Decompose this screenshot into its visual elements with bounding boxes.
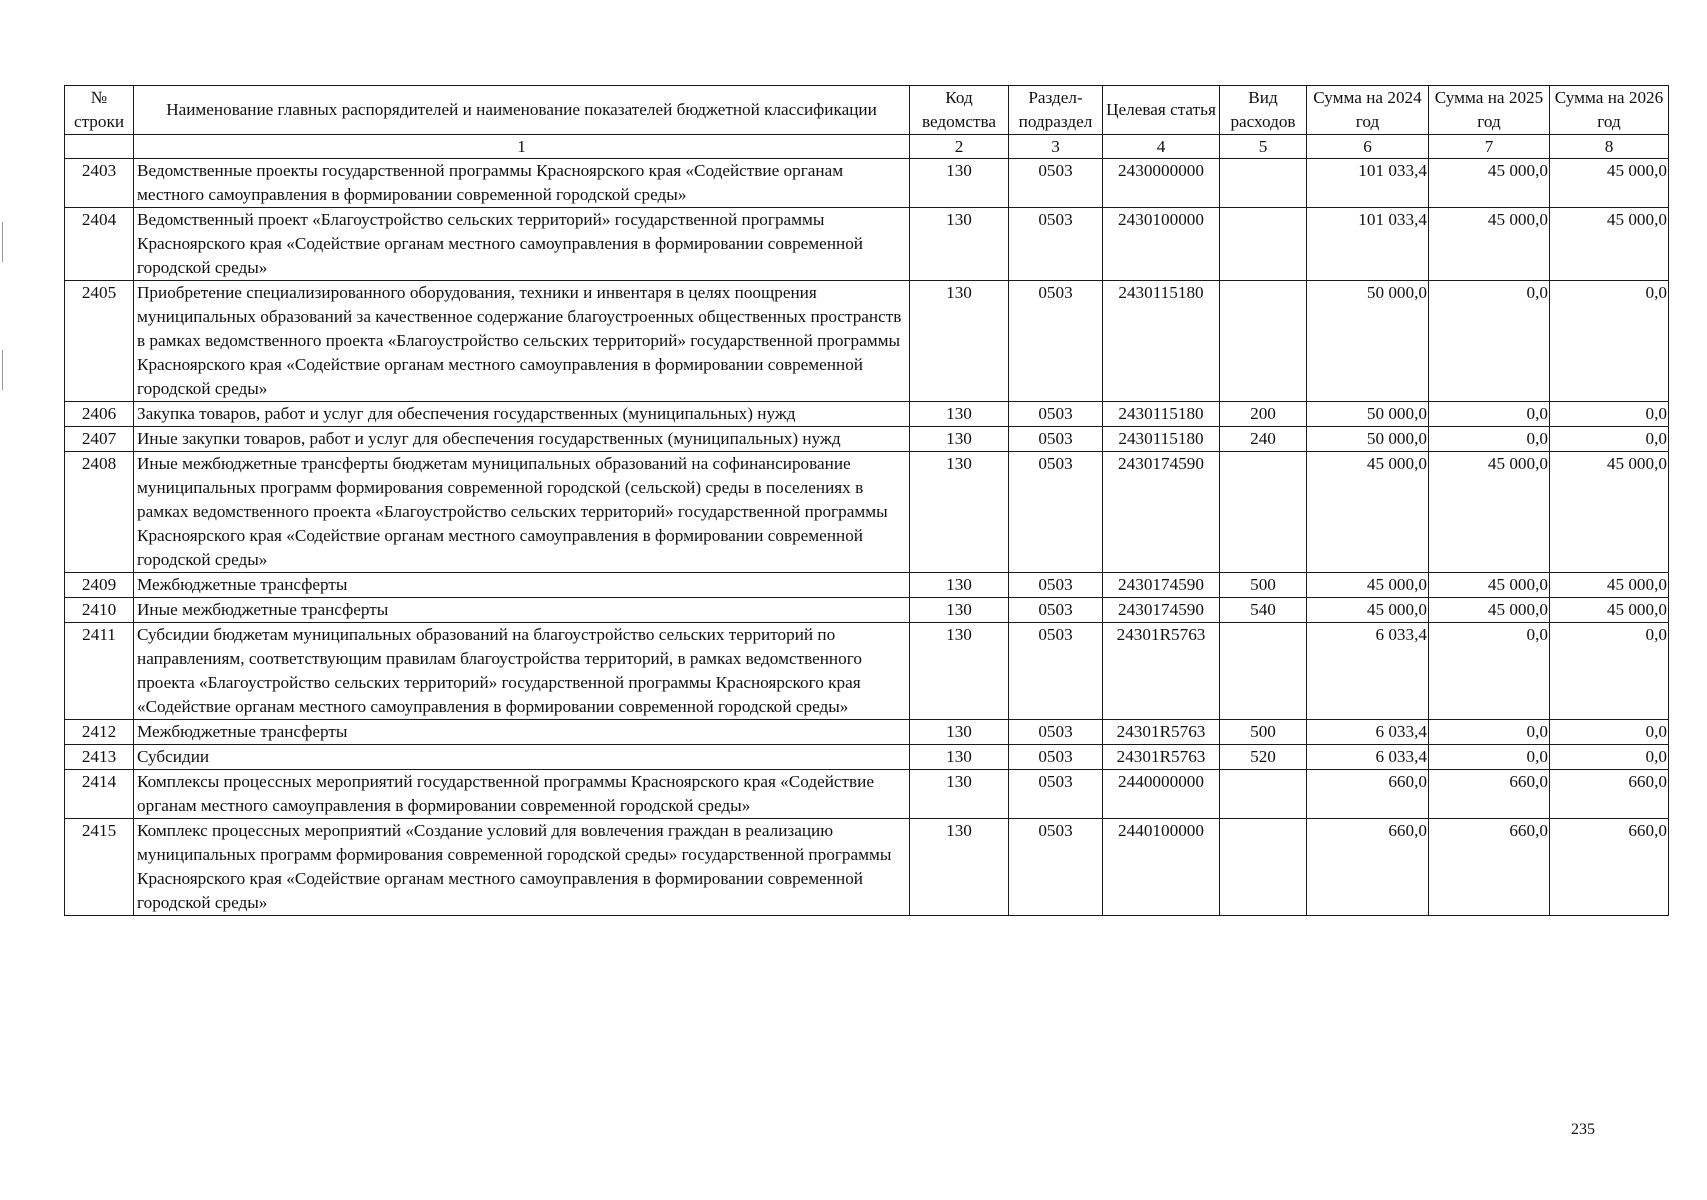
budget-table xyxy=(64,85,1669,916)
target-article-cell: 24301R5763 xyxy=(1103,623,1220,720)
sum-2025-cell: 45 000,0 xyxy=(1429,452,1550,573)
sum-2024-cell: 6 033,4 xyxy=(1307,720,1429,745)
header-sum-2024: Сумма на 2024 год xyxy=(1307,86,1429,135)
header-name: Наименование главных распорядителей и наименование показателей бюджетной классификации xyxy=(134,86,910,135)
dept-code-cell: 130 xyxy=(910,819,1009,916)
column-number-cell: 1 xyxy=(134,135,910,159)
header-target: Целевая статья xyxy=(1103,86,1220,135)
table-row xyxy=(65,745,1669,770)
row-name-cell: Приобретение специализированного оборудования, техники и инвентаря в целях поощрения муниципальных образований за качественное содержание благоустроенных общественных пространств в рамках ведомственного проекта «Благоустройство сельских территорий» государственной программы Красноярского края «Содействие органам местного самоуправления в формировании современной городской среды» xyxy=(134,281,910,402)
column-number-cell: 3 xyxy=(1009,135,1103,159)
sum-2024-cell: 660,0 xyxy=(1307,770,1429,819)
row-name-cell: Субсидии бюджетам муниципальных образований на благоустройство сельских территорий по направлениям, соответствующим правилам благоустройства территорий, в рамках ведомственного проекта «Благоустройство сельских территорий» государственной программы Красноярского края «Содействие органам местного самоуправления в формировании современной городской среды» xyxy=(134,623,910,720)
sum-2024-cell: 45 000,0 xyxy=(1307,598,1429,623)
sum-2025-cell: 660,0 xyxy=(1429,819,1550,916)
table-row xyxy=(65,720,1669,745)
dept-code-cell: 130 xyxy=(910,573,1009,598)
section-cell: 0503 xyxy=(1009,402,1103,427)
dept-code-cell: 130 xyxy=(910,598,1009,623)
sum-2025-cell: 0,0 xyxy=(1429,745,1550,770)
row-number-cell: 2410 xyxy=(65,598,134,623)
scan-edge-mark xyxy=(2,222,3,262)
column-number-cell: 2 xyxy=(910,135,1009,159)
sum-2025-cell: 0,0 xyxy=(1429,623,1550,720)
target-article-cell: 24301R5763 xyxy=(1103,720,1220,745)
row-number-cell: 2405 xyxy=(65,281,134,402)
sum-2026-cell: 45 000,0 xyxy=(1550,159,1669,208)
sum-2026-cell: 0,0 xyxy=(1550,427,1669,452)
target-article-cell: 24301R5763 xyxy=(1103,745,1220,770)
target-article-cell: 2430115180 xyxy=(1103,427,1220,452)
row-name-cell: Комплексы процессных мероприятий государственной программы Красноярского края «Содействие органам местного самоуправления в формировании современной городской среды» xyxy=(134,770,910,819)
row-name-cell: Ведомственный проект «Благоустройство сельских территорий» государственной программы Красноярского края «Содействие органам местного самоуправления в формировании современной городской среды» xyxy=(134,208,910,281)
row-number-cell: 2412 xyxy=(65,720,134,745)
dept-code-cell: 130 xyxy=(910,745,1009,770)
expense-type-cell: 240 xyxy=(1220,427,1307,452)
table-row xyxy=(65,281,1669,402)
row-number-cell: 2403 xyxy=(65,159,134,208)
row-name-cell: Иные межбюджетные трансферты xyxy=(134,598,910,623)
section-cell: 0503 xyxy=(1009,598,1103,623)
expense-type-cell xyxy=(1220,819,1307,916)
dept-code-cell: 130 xyxy=(910,159,1009,208)
table-row xyxy=(65,573,1669,598)
row-number-cell: 2406 xyxy=(65,402,134,427)
row-name-cell: Иные межбюджетные трансферты бюджетам муниципальных образований на софинансирование муниципальных программ формирования современной городской (сельской) среды в поселениях в рамках ведомственного проекта «Благоустройство сельских территорий» государственной программы Красноярского края «Содействие органам местного самоуправления в формировании современной городской среды» xyxy=(134,452,910,573)
header-sum-2026: Сумма на 2026 год xyxy=(1550,86,1669,135)
sum-2025-cell: 0,0 xyxy=(1429,402,1550,427)
row-name-cell: Межбюджетные трансферты xyxy=(134,720,910,745)
sum-2026-cell: 0,0 xyxy=(1550,281,1669,402)
sum-2026-cell: 660,0 xyxy=(1550,819,1669,916)
sum-2026-cell: 660,0 xyxy=(1550,770,1669,819)
expense-type-cell: 540 xyxy=(1220,598,1307,623)
table-body xyxy=(65,159,1669,916)
target-article-cell: 2430174590 xyxy=(1103,598,1220,623)
dept-code-cell: 130 xyxy=(910,452,1009,573)
header-row-no: № строки xyxy=(65,86,134,135)
row-number-cell: 2409 xyxy=(65,573,134,598)
scan-edge-mark xyxy=(2,350,3,390)
section-cell: 0503 xyxy=(1009,452,1103,573)
header-dept-code: Код ведомства xyxy=(910,86,1009,135)
row-number-cell: 2414 xyxy=(65,770,134,819)
sum-2026-cell: 0,0 xyxy=(1550,623,1669,720)
sum-2024-cell: 45 000,0 xyxy=(1307,452,1429,573)
target-article-cell: 2430174590 xyxy=(1103,573,1220,598)
section-cell: 0503 xyxy=(1009,208,1103,281)
dept-code-cell: 130 xyxy=(910,281,1009,402)
sum-2024-cell: 50 000,0 xyxy=(1307,402,1429,427)
header-sum-2025: Сумма на 2025 год xyxy=(1429,86,1550,135)
column-number-cell: 4 xyxy=(1103,135,1220,159)
column-number-cell: 8 xyxy=(1550,135,1669,159)
sum-2026-cell: 45 000,0 xyxy=(1550,208,1669,281)
table-row xyxy=(65,427,1669,452)
page-number: 235 xyxy=(1571,1121,1595,1138)
row-name-cell: Иные закупки товаров, работ и услуг для обеспечения государственных (муниципальных) нужд xyxy=(134,427,910,452)
dept-code-cell: 130 xyxy=(910,402,1009,427)
section-cell: 0503 xyxy=(1009,623,1103,720)
target-article-cell: 2430115180 xyxy=(1103,281,1220,402)
section-cell: 0503 xyxy=(1009,281,1103,402)
expense-type-cell: 200 xyxy=(1220,402,1307,427)
dept-code-cell: 130 xyxy=(910,623,1009,720)
section-cell: 0503 xyxy=(1009,770,1103,819)
expense-type-cell xyxy=(1220,281,1307,402)
sum-2026-cell: 0,0 xyxy=(1550,745,1669,770)
sum-2025-cell: 45 000,0 xyxy=(1429,573,1550,598)
expense-type-cell xyxy=(1220,623,1307,720)
row-number-cell: 2415 xyxy=(65,819,134,916)
sum-2026-cell: 45 000,0 xyxy=(1550,452,1669,573)
header-exp-type: Вид расходов xyxy=(1220,86,1307,135)
sum-2025-cell: 0,0 xyxy=(1429,720,1550,745)
row-number-cell: 2413 xyxy=(65,745,134,770)
target-article-cell: 2440100000 xyxy=(1103,819,1220,916)
table-row xyxy=(65,598,1669,623)
sum-2024-cell: 660,0 xyxy=(1307,819,1429,916)
sum-2024-cell: 101 033,4 xyxy=(1307,208,1429,281)
sum-2025-cell: 0,0 xyxy=(1429,427,1550,452)
expense-type-cell xyxy=(1220,770,1307,819)
sum-2025-cell: 45 000,0 xyxy=(1429,159,1550,208)
expense-type-cell xyxy=(1220,159,1307,208)
table-row xyxy=(65,402,1669,427)
table-row xyxy=(65,208,1669,281)
sum-2026-cell: 0,0 xyxy=(1550,402,1669,427)
section-cell: 0503 xyxy=(1009,819,1103,916)
expense-type-cell: 500 xyxy=(1220,573,1307,598)
column-number-cell xyxy=(65,135,134,159)
row-number-cell: 2408 xyxy=(65,452,134,573)
expense-type-cell xyxy=(1220,452,1307,573)
sum-2024-cell: 50 000,0 xyxy=(1307,427,1429,452)
sum-2024-cell: 6 033,4 xyxy=(1307,623,1429,720)
column-number-cell: 6 xyxy=(1307,135,1429,159)
column-number-cell: 7 xyxy=(1429,135,1550,159)
sum-2026-cell: 45 000,0 xyxy=(1550,573,1669,598)
column-number-row xyxy=(65,135,1669,159)
sum-2025-cell: 45 000,0 xyxy=(1429,208,1550,281)
table-header-row xyxy=(65,86,1669,135)
sum-2024-cell: 101 033,4 xyxy=(1307,159,1429,208)
row-number-cell: 2411 xyxy=(65,623,134,720)
dept-code-cell: 130 xyxy=(910,427,1009,452)
table-row xyxy=(65,623,1669,720)
target-article-cell: 2430000000 xyxy=(1103,159,1220,208)
table-row xyxy=(65,159,1669,208)
header-section: Раздел-подраздел xyxy=(1009,86,1103,135)
section-cell: 0503 xyxy=(1009,159,1103,208)
sum-2024-cell: 45 000,0 xyxy=(1307,573,1429,598)
expense-type-cell: 520 xyxy=(1220,745,1307,770)
section-cell: 0503 xyxy=(1009,745,1103,770)
sum-2026-cell: 0,0 xyxy=(1550,720,1669,745)
sum-2026-cell: 45 000,0 xyxy=(1550,598,1669,623)
target-article-cell: 2430174590 xyxy=(1103,452,1220,573)
target-article-cell: 2430115180 xyxy=(1103,402,1220,427)
column-number-cell: 5 xyxy=(1220,135,1307,159)
dept-code-cell: 130 xyxy=(910,720,1009,745)
row-name-cell: Закупка товаров, работ и услуг для обеспечения государственных (муниципальных) нужд xyxy=(134,402,910,427)
sum-2024-cell: 6 033,4 xyxy=(1307,745,1429,770)
row-name-cell: Субсидии xyxy=(134,745,910,770)
row-number-cell: 2407 xyxy=(65,427,134,452)
sum-2025-cell: 45 000,0 xyxy=(1429,598,1550,623)
dept-code-cell: 130 xyxy=(910,770,1009,819)
table-row xyxy=(65,770,1669,819)
target-article-cell: 2440000000 xyxy=(1103,770,1220,819)
dept-code-cell: 130 xyxy=(910,208,1009,281)
row-name-cell: Комплекс процессных мероприятий «Создание условий для вовлечения граждан в реализацию муниципальных программ формирования современной городской среды» государственной программы Красноярского края «Содействие органам местного самоуправления в формировании современной городской среды» xyxy=(134,819,910,916)
row-number-cell: 2404 xyxy=(65,208,134,281)
target-article-cell: 2430100000 xyxy=(1103,208,1220,281)
table-row xyxy=(65,819,1669,916)
section-cell: 0503 xyxy=(1009,573,1103,598)
expense-type-cell xyxy=(1220,208,1307,281)
sum-2025-cell: 0,0 xyxy=(1429,281,1550,402)
table-row xyxy=(65,452,1669,573)
sum-2024-cell: 50 000,0 xyxy=(1307,281,1429,402)
row-name-cell: Ведомственные проекты государственной программы Красноярского края «Содействие органам местного самоуправления в формировании современной городской среды» xyxy=(134,159,910,208)
row-name-cell: Межбюджетные трансферты xyxy=(134,573,910,598)
sum-2025-cell: 660,0 xyxy=(1429,770,1550,819)
section-cell: 0503 xyxy=(1009,720,1103,745)
section-cell: 0503 xyxy=(1009,427,1103,452)
expense-type-cell: 500 xyxy=(1220,720,1307,745)
